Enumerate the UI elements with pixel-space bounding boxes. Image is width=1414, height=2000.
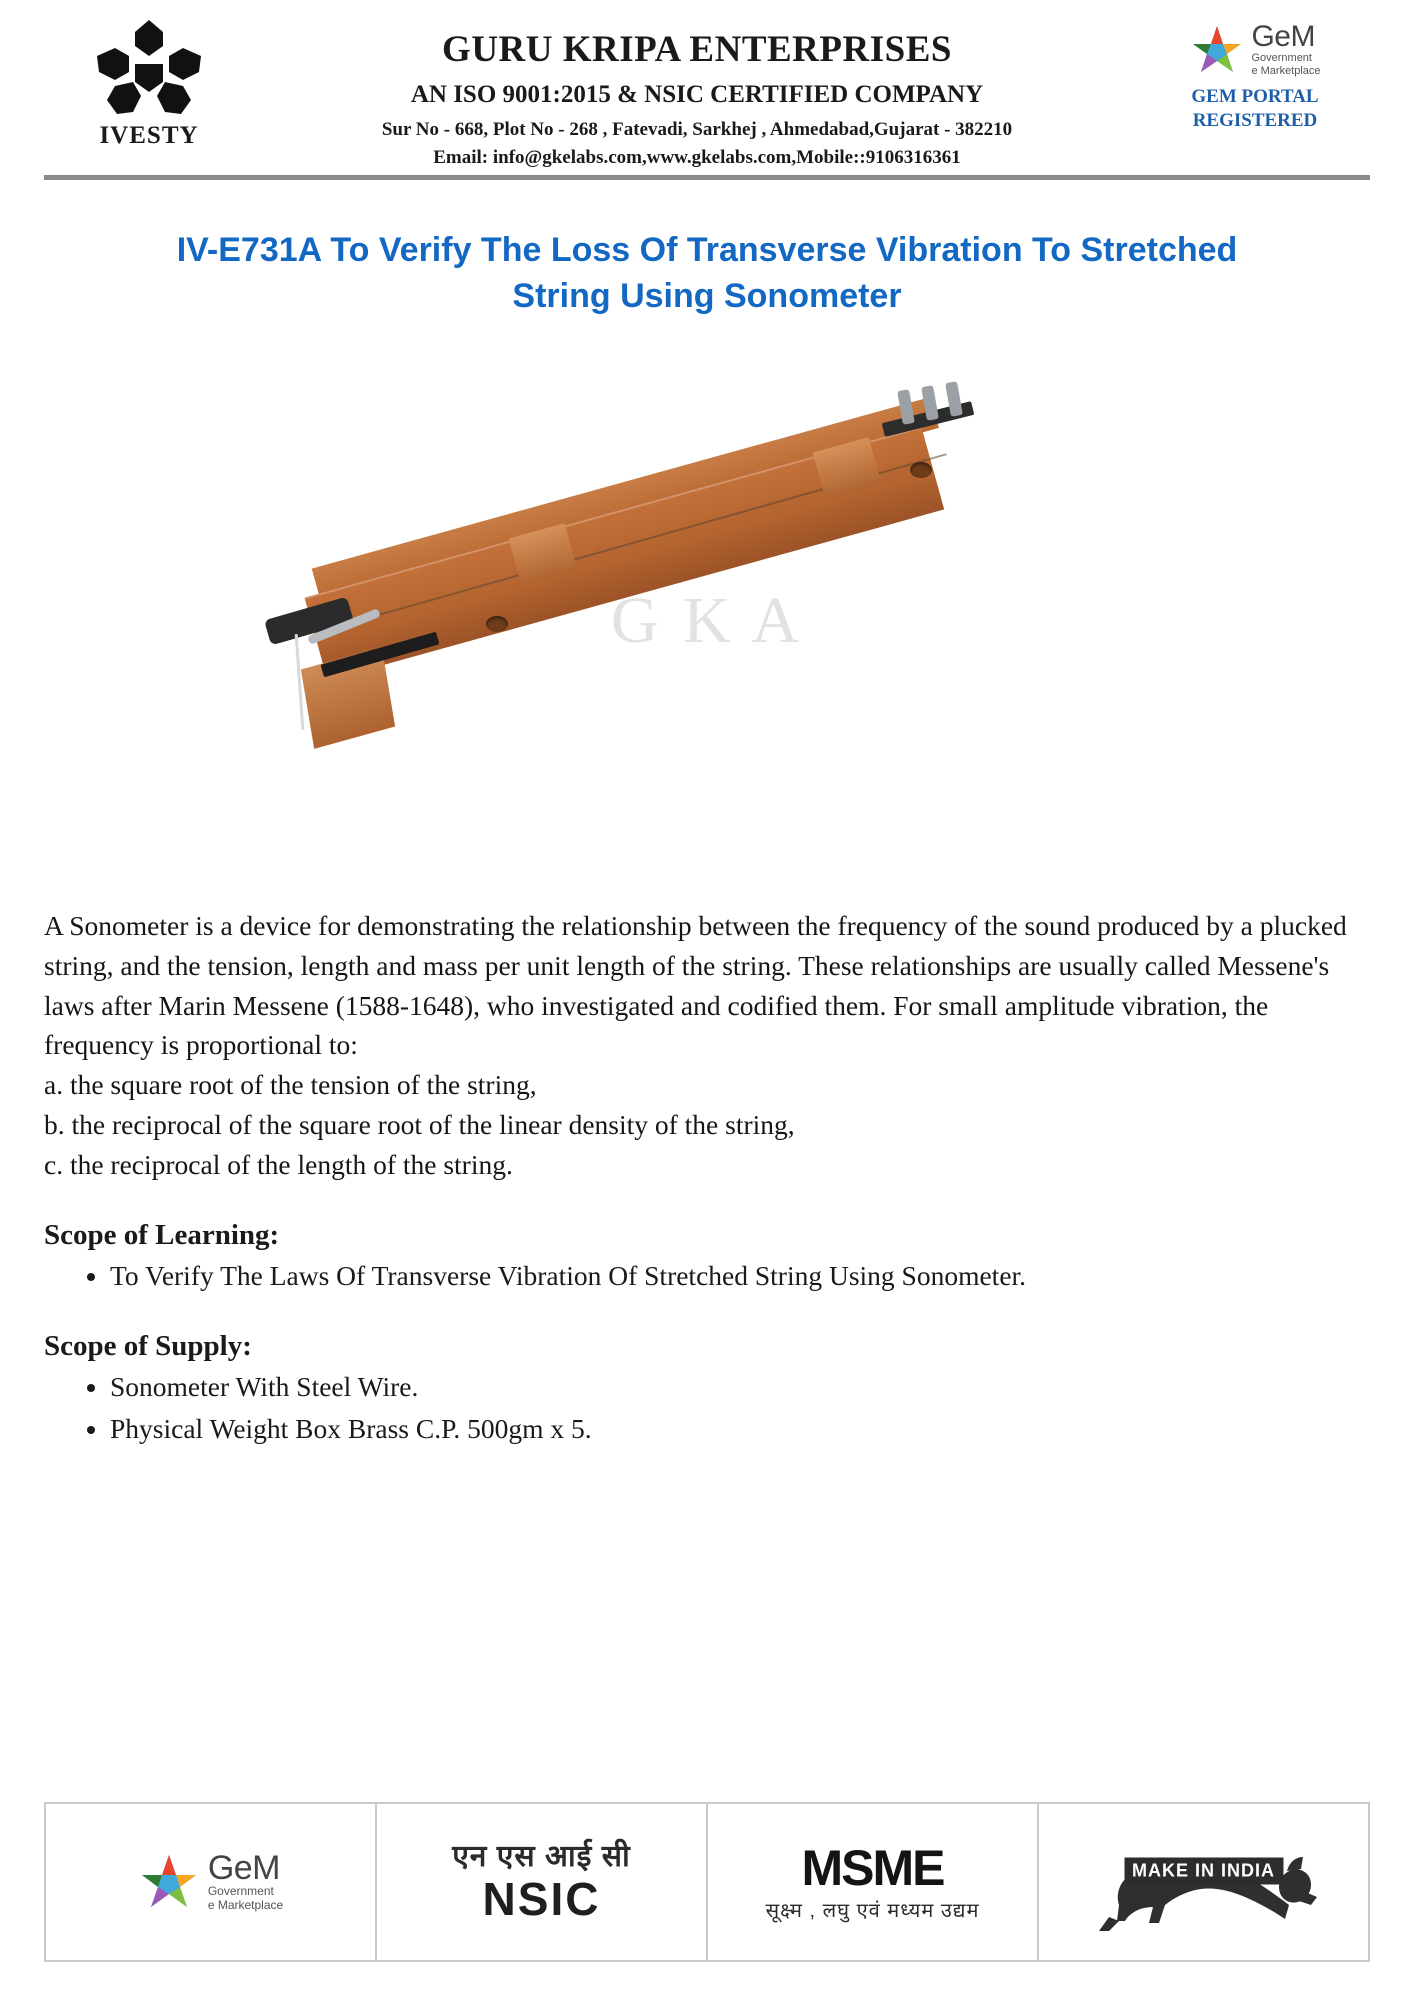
gem-star-icon xyxy=(1189,24,1245,76)
description-paragraph: A Sonometer is a device for demonstrating the relationship between the frequency of the sound produced by a plucked string, and the tension, length and mass per unit length of the string. These relationships are usually called Messene's laws after Marin Messene (1588-1648), who investigated and codified them. For small amplitude vibration, the frequency is proportional to: xyxy=(44,909,1347,1061)
gem-registration-block xyxy=(1140,10,1370,133)
company-certification: AN ISO 9001:2015 & NSIC CERTIFIED COMPANY xyxy=(410,81,984,108)
page-title: IV-E731A To Verify The Loss Of Transverse Vibration To Stretched String Using Sonometer xyxy=(176,231,1238,315)
make-in-india-text: MAKE IN INDIA xyxy=(1124,1858,1283,1885)
gem-star-icon xyxy=(138,1853,200,1911)
footer-make-in-india-cell xyxy=(1039,1804,1368,1960)
nsic-logo xyxy=(452,1840,631,1925)
gem-portal-line-1: GEM PORTAL xyxy=(1191,86,1319,108)
list-item: • Sonometer With Steel Wire. xyxy=(110,1367,1370,1407)
footer-gem-logo xyxy=(138,1851,283,1913)
footer-nsic-cell xyxy=(377,1804,708,1960)
list-item: • To Verify The Laws Of Transverse Vibration Of Stretched String Using Sonometer. xyxy=(110,1256,1370,1296)
sonometer-sound-hole-near xyxy=(486,616,508,632)
sonometer-illustration xyxy=(246,372,1168,834)
gem-portal-line-2: REGISTERED xyxy=(1192,110,1318,132)
company-name: GURU KRIPA ENTERPRISES xyxy=(442,29,952,70)
company-logo-block xyxy=(44,10,254,150)
gem-logo xyxy=(1140,22,1370,77)
ivesty-flower-logo-icon xyxy=(93,16,205,128)
msme-hindi-text: सूक्ष्म , लघु एवं मध्यम उद्यम xyxy=(765,1900,980,1922)
footer-gem-wordmark xyxy=(208,1851,283,1913)
gem-word: GeM xyxy=(1251,20,1315,53)
nsic-english-text: NSIC xyxy=(482,1873,601,1925)
company-address: Sur No - 668, Plot No - 268 , Fatevadi, Sarkhej , Ahmedabad,Gujarat - 382210 xyxy=(381,119,1013,140)
page-header xyxy=(44,0,1370,169)
gem-subline-1: Government xyxy=(207,1884,274,1899)
company-contact: Email: info@gkelabs.com,www.gkelabs.com,Mobile::9106316361 xyxy=(433,147,961,168)
gem-portal-status xyxy=(1140,85,1370,133)
description-block xyxy=(44,906,1370,1185)
gem-subline-1: Government xyxy=(1251,52,1312,64)
footer-msme-cell xyxy=(708,1804,1039,1960)
footer-gem-cell xyxy=(46,1804,377,1960)
sonometer-sound-hole-far xyxy=(910,462,932,478)
gem-wordmark xyxy=(1251,22,1320,77)
description-point-a: a. the square root of the tension of the string, xyxy=(44,1069,537,1101)
ivesty-brand-text: IVESTY xyxy=(99,122,199,149)
certification-footer xyxy=(44,1802,1370,1962)
company-info-block xyxy=(264,10,1130,169)
gem-subline-2: e Marketplace xyxy=(207,1898,284,1912)
scope-of-supply-list xyxy=(44,1367,1370,1449)
list-item: • Physical Weight Box Brass C.P. 500gm x 5. xyxy=(110,1409,1370,1449)
header-divider xyxy=(44,175,1370,180)
product-photo xyxy=(246,372,1168,834)
make-in-india-logo xyxy=(1049,1814,1358,1950)
msme-logo xyxy=(765,1840,980,1922)
gem-subline-2: e Marketplace xyxy=(1251,64,1321,77)
scope-of-learning-list xyxy=(44,1256,1370,1296)
description-point-c: c. the reciprocal of the length of the string. xyxy=(44,1149,513,1181)
description-point-b: b. the reciprocal of the square root of the linear density of the string, xyxy=(44,1109,795,1141)
scope-of-supply-heading: Scope of Supply: xyxy=(44,1329,252,1362)
photo-watermark: G K A xyxy=(610,584,804,658)
scope-of-learning-heading: Scope of Learning: xyxy=(44,1218,280,1251)
msme-english-text: MSME xyxy=(801,1840,944,1896)
gem-word: GeM xyxy=(207,1849,280,1888)
product-image-area xyxy=(44,372,1370,834)
nsic-hindi-text: एन एस आई सी xyxy=(452,1840,631,1873)
